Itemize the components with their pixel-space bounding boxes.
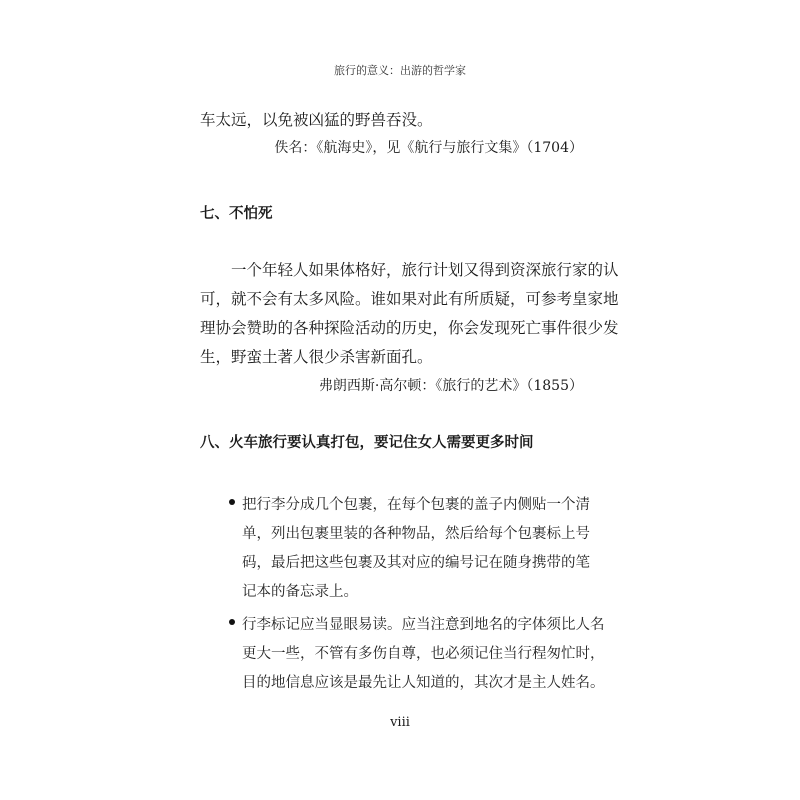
bullet-line: 把行李分成几个包裹，在每个包裹的盖子内侧贴一个清: [242, 497, 590, 513]
bullet-line: 码，最后把这些包裹及其对应的编号记在随身携带的笔: [242, 555, 590, 571]
running-header: 旅行的意义：出游的哲学家: [334, 64, 466, 77]
paragraph-line: 生，野蛮土著人很少杀害新面孔。: [200, 348, 433, 366]
intro-line: 车太远，以免被凶猛的野兽吞没。: [200, 111, 433, 129]
bullet-icon: [229, 499, 235, 505]
bullet-icon: [229, 619, 235, 625]
bullet-line: 记本的备忘录上。: [242, 584, 358, 600]
intro-attribution: 佚名：《航海史》，见《航行与旅行文集》（1704）: [274, 140, 583, 156]
page-number: viii: [390, 715, 410, 730]
paragraph-line: 一个年轻人如果体格好，旅行计划又得到资深旅行家的认: [231, 261, 619, 279]
section-7-attribution: 弗朗西斯·高尔顿：《旅行的艺术》（1855）: [318, 378, 583, 394]
bullet-line: 单，列出包裹里装的各种物品，然后给每个包裹标上号: [242, 526, 590, 542]
bullet-line: 目的地信息应该是最先让人知道的，其次才是主人姓名。: [242, 675, 605, 691]
bullet-line: 行李标记应当显眼易读。应当注意到地名的字体须比人名: [242, 617, 605, 633]
paragraph-line: 可，就不会有太多风险。谁如果对此有所质疑，可参考皇家地: [200, 290, 619, 308]
bullet-line: 更大一些，不管有多伤自尊，也必须记住当行程匆忙时，: [242, 646, 605, 662]
section-8-heading: 八、火车旅行要认真打包，要记住女人需要更多时间: [200, 435, 534, 451]
section-7-heading: 七、不怕死: [200, 206, 273, 222]
paragraph-line: 理协会赞助的各种探险活动的历史，你会发现死亡事件很少发: [200, 319, 619, 337]
